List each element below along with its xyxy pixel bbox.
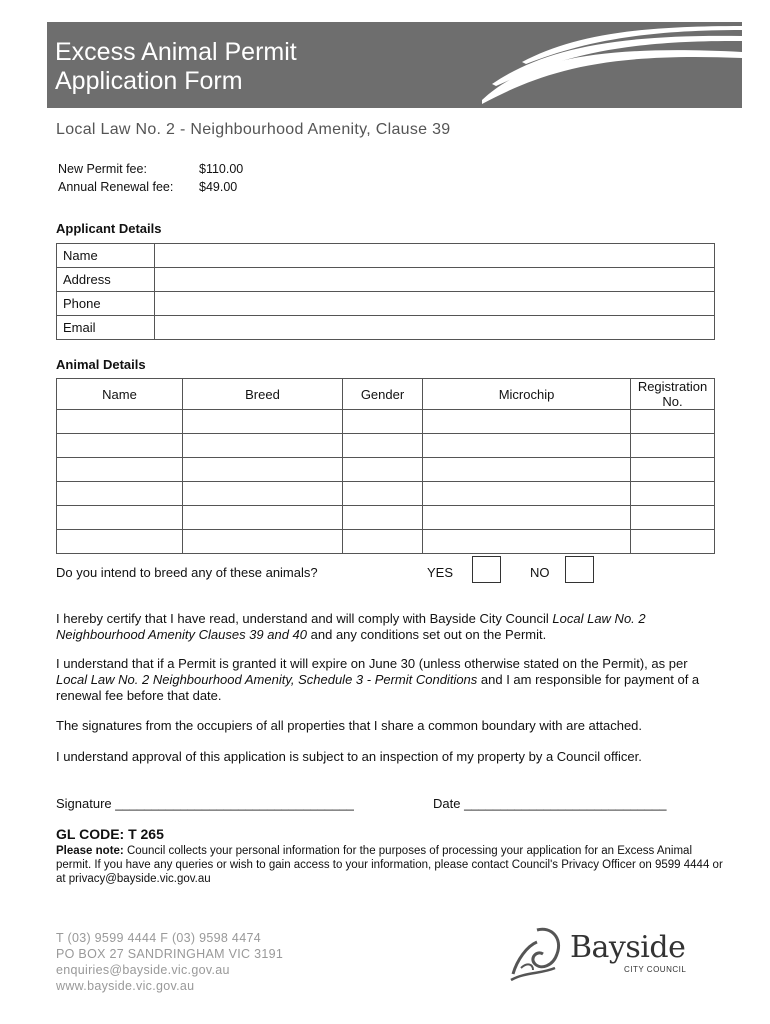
fee-label: Annual Renewal fee:: [58, 180, 174, 194]
declaration-text: I understand that if a Permit is granted it will expire on June 30 (unless otherwise stated on the Permit), as per: [56, 656, 688, 671]
animal-breed-cell[interactable]: [183, 506, 343, 530]
contact-phones: T (03) 9599 4444 F (03) 9598 4474: [56, 931, 261, 945]
no-checkbox[interactable]: [565, 556, 594, 583]
column-header: Microchip: [423, 379, 631, 410]
table-row: [57, 316, 715, 340]
fee-value: $49.00: [199, 180, 238, 194]
yes-label: YES: [427, 565, 454, 580]
animal-gender-cell[interactable]: [343, 506, 423, 530]
declaration-paragraph-3: The signatures from the occupiers of all properties that I share a common boundary with are attached.: [56, 718, 643, 733]
breed-question-text: Do you intend to breed any of these animals?: [56, 565, 318, 580]
animal-microchip-cell[interactable]: [423, 482, 631, 506]
animal-gender-cell[interactable]: [343, 482, 423, 506]
form-title: [55, 38, 297, 96]
field-label: Address: [57, 268, 155, 292]
animal-registration-cell[interactable]: [631, 530, 715, 554]
animal-registration-cell[interactable]: [631, 506, 715, 530]
address-field[interactable]: [155, 268, 715, 292]
fees-table: [56, 159, 245, 197]
animal-breed-cell[interactable]: [183, 410, 343, 434]
fee-value: $110.00: [199, 162, 244, 176]
animal-name-cell[interactable]: [57, 410, 183, 434]
animal-gender-cell[interactable]: [343, 410, 423, 434]
table-header-row: [57, 379, 715, 410]
header-banner: [47, 22, 742, 108]
subtitle: Local Law No. 2 - Neighbourhood Amenity, Clause 39: [56, 121, 451, 138]
logo-name: Bayside: [570, 930, 686, 965]
animal-name-cell[interactable]: [57, 458, 183, 482]
column-header: Breed: [183, 379, 343, 410]
animal-name-cell[interactable]: [57, 530, 183, 554]
animal-breed-cell[interactable]: [183, 434, 343, 458]
column-header: Gender: [343, 379, 423, 410]
name-field[interactable]: [155, 244, 715, 268]
animal-breed-cell[interactable]: [183, 482, 343, 506]
title-line-2: Application Form: [55, 67, 243, 95]
title-line-1: Excess Animal Permit: [55, 38, 297, 66]
phone-field[interactable]: [155, 292, 715, 316]
field-label: Email: [57, 316, 155, 340]
contact-website: www.bayside.vic.gov.au: [56, 979, 195, 993]
animal-breed-cell[interactable]: [183, 458, 343, 482]
bayside-logo: [507, 922, 707, 988]
fee-row: [58, 161, 243, 177]
table-row: [57, 292, 715, 316]
declaration-law-reference: Local Law No. 2 Neighbourhood Amenity, Schedule 3 - Permit Conditions: [56, 672, 478, 687]
declaration-law-reference: Local Law No. 2 Neighbourhood Amenity Clauses 39 and 40: [56, 611, 646, 642]
column-header: Registration No.: [631, 379, 715, 410]
contact-address: PO BOX 27 SANDRINGHAM VIC 3191: [56, 947, 284, 961]
declaration-text: and any conditions set out on the Permit.: [307, 627, 547, 642]
declaration-text: and I am responsible for payment of a renewal fee before that date.: [56, 672, 700, 703]
logo-subtitle: CITY COUNCIL: [624, 965, 687, 974]
declaration-paragraph-1: [56, 611, 720, 643]
animal-registration-cell[interactable]: [631, 482, 715, 506]
table-row: [57, 268, 715, 292]
table-row: [57, 434, 715, 458]
applicant-details-heading: Applicant Details: [56, 221, 162, 236]
wave-graphic: [482, 22, 742, 108]
contact-details: [56, 930, 283, 994]
logo-mark-icon: [507, 924, 567, 984]
table-row: [57, 530, 715, 554]
animal-registration-cell[interactable]: [631, 410, 715, 434]
contact-email: enquiries@bayside.vic.gov.au: [56, 963, 230, 977]
privacy-note: [56, 844, 726, 886]
declaration-paragraph-4: I understand approval of this application is subject to an inspection of my property by a Council officer.: [56, 749, 642, 764]
animal-breed-cell[interactable]: [183, 530, 343, 554]
email-field[interactable]: [155, 316, 715, 340]
column-header: Name: [57, 379, 183, 410]
declaration-text: I hereby certify that I have read, understand and will comply with Bayside City Council: [56, 611, 553, 626]
breed-question-row: [56, 556, 616, 584]
animal-microchip-cell[interactable]: [423, 506, 631, 530]
animal-microchip-cell[interactable]: [423, 434, 631, 458]
table-row: [57, 410, 715, 434]
gl-code: GL CODE: T 265: [56, 826, 164, 842]
privacy-note-text: Council collects your personal information for the purposes of processing your application for an Excess Animal permit. If you have any queries or wish to gain access to your information, please contact Council's Privacy Officer on 9599 4444 or at privacy@bayside.vic.gov.au: [56, 845, 723, 885]
table-row: [57, 506, 715, 530]
no-label: NO: [530, 565, 550, 580]
fee-row: [58, 179, 243, 195]
declaration-paragraph-2: [56, 656, 720, 704]
yes-checkbox[interactable]: [472, 556, 501, 583]
animal-gender-cell[interactable]: [343, 458, 423, 482]
animal-gender-cell[interactable]: [343, 530, 423, 554]
animal-name-cell[interactable]: [57, 434, 183, 458]
field-label: Phone: [57, 292, 155, 316]
animal-name-cell[interactable]: [57, 506, 183, 530]
date-field[interactable]: Date ____________________________: [433, 796, 667, 811]
table-row: [57, 244, 715, 268]
animal-microchip-cell[interactable]: [423, 458, 631, 482]
field-label: Name: [57, 244, 155, 268]
animal-microchip-cell[interactable]: [423, 410, 631, 434]
animal-registration-cell[interactable]: [631, 434, 715, 458]
animal-details-table: [56, 378, 715, 554]
animal-registration-cell[interactable]: [631, 458, 715, 482]
privacy-note-label: Please note:: [56, 845, 124, 857]
animal-gender-cell[interactable]: [343, 434, 423, 458]
fee-label: New Permit fee:: [58, 162, 147, 176]
animal-name-cell[interactable]: [57, 482, 183, 506]
animal-details-heading: Animal Details: [56, 357, 146, 372]
signature-field[interactable]: Signature _________________________________: [56, 796, 354, 811]
table-row: [57, 458, 715, 482]
applicant-details-table: [56, 243, 715, 340]
table-row: [57, 482, 715, 506]
animal-microchip-cell[interactable]: [423, 530, 631, 554]
